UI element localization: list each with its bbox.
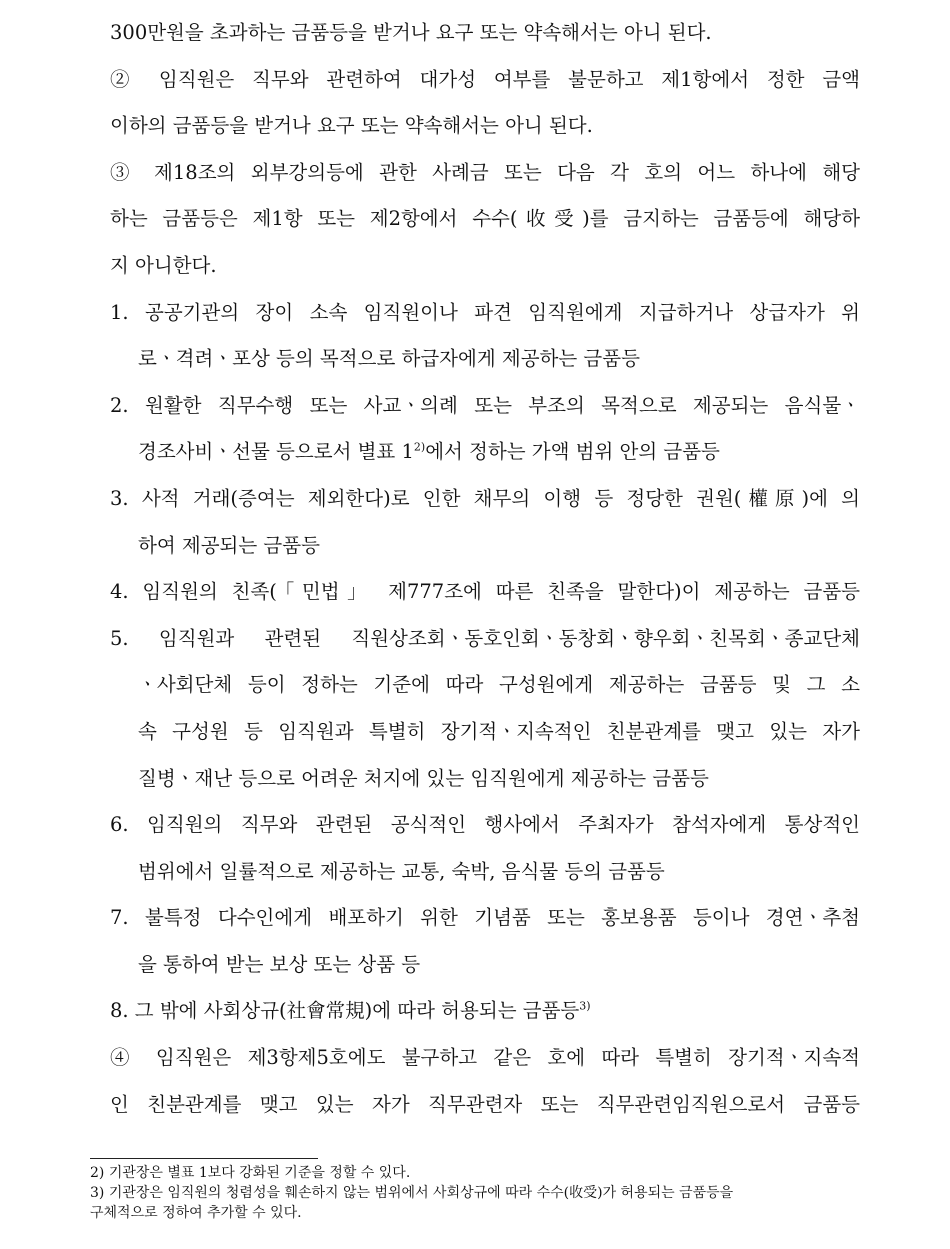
body-line-text: 로ㆍ격려ㆍ포상 등의 목적으로 하급자에게 제공하는 금품등 [138,347,640,371]
body-line-text: 8. 그 밖에 사회상규(社會常規)에 따라 허용되는 금품등 [110,999,580,1023]
body-line-text: 3. 사적 거래(증여는 제외한다)로 인한 채무의 이행 등 정당한 권원(權原)에 의 [110,486,860,510]
body-line [110,988,860,1035]
footnote-2: 2) 기관장은 별표 1보다 강화된 기준을 정할 수 있다. [90,1165,411,1181]
body-line [110,523,860,570]
body-line-text: ③ 제18조의 외부강의등에 관한 사례금 또는 다음 각 호의 어느 하나에 해당 [110,160,860,184]
body-line [110,383,860,430]
body-line [110,290,860,337]
body-line [110,1035,860,1082]
footnote-ref: 3) [579,999,591,1013]
body-line-text: 4. 임직원의 친족(「민법」 제777조에 따른 친족을 말한다)이 제공하는 금품등 [110,580,860,604]
body-line-text: 지 아니한다. [110,253,217,277]
body-line-text: 6. 임직원의 직무와 관련된 공식적인 행사에서 주최자가 참석자에게 통상적인 [110,813,860,837]
body-line-text: 5. 임직원과 관련된 직원상조회ㆍ동호인회ㆍ동창회ㆍ향우회ㆍ친목회ㆍ종교단체 [110,626,860,650]
body-line-text: 을 통하여 받는 보상 또는 상품 등 [138,952,421,976]
body-line [110,802,860,849]
body-line [110,243,860,290]
body-line-text: 300만원을 초과하는 금품등을 받거나 요구 또는 약속해서는 아니 된다. [110,21,712,44]
body-line-text: 이하의 금품등을 받거나 요구 또는 약속해서는 아니 된다. [110,114,593,138]
body-line [110,569,860,616]
body-line-text: ④ 임직원은 제3항제5호에도 불구하고 같은 호에 따라 특별히 장기적ㆍ지속적 [110,1046,860,1070]
body-line [110,849,860,896]
body-line [110,476,860,523]
body-line [110,10,860,57]
body-line [110,616,860,663]
body-line [110,895,860,942]
body-line [110,336,860,383]
body-line [110,662,860,709]
footnote-separator [90,1158,318,1159]
body-line-text-after: 에서 정하는 가액 범위 안의 금품등 [425,440,720,464]
body-line [110,57,860,104]
body-line [110,709,860,756]
body-line [110,756,860,803]
body-line [110,429,860,476]
footnote-ref: 2) [413,440,426,454]
body-line-text: 경조사비ㆍ선물 등으로서 별표 1 [138,440,414,464]
body-line-text: 질병ㆍ재난 등으로 어려운 처지에 있는 임직원에게 제공하는 금품등 [138,766,709,790]
body-line [110,103,860,150]
body-line-text: ㆍ사회단체 등이 정하는 기준에 따라 구성원에게 제공하는 금품등 및 그 소 [138,673,860,697]
body-line-text: 7. 불특정 다수인에게 배포하기 위한 기념품 또는 홍보용품 등이나 경연ㆍ추첨 [110,906,860,930]
body-line-text: 하는 금품등은 제1항 또는 제2항에서 수수(收受)를 금지하는 금품등에 해당하 [110,207,860,231]
body-line [110,942,860,989]
body-line-text: 2. 원활한 직무수행 또는 사교ㆍ의례 또는 부조의 목적으로 제공되는 음식물ㆍ [110,393,860,417]
body-line-text: 범위에서 일률적으로 제공하는 교통, 숙박, 음식물 등의 금품등 [138,859,665,883]
body-line [110,1082,860,1129]
body-line-text: 인 친분관계를 맺고 있는 자가 직무관련자 또는 직무관련임직원으로서 금품등 [110,1092,860,1116]
document-body [110,10,860,1128]
body-line-text: 하여 제공되는 금품등 [138,533,320,557]
footnote-3-line-1: 3) 기관장은 임직원의 청렴성을 훼손하지 않는 범위에서 사회상규에 따라 수수(收受)가 허용되는 금품등을 [90,1185,734,1201]
body-line [110,150,860,197]
footnote-3-line-2: 구체적으로 정하여 추가할 수 있다. [90,1205,302,1221]
body-line-text: ② 임직원은 직무와 관련하여 대가성 여부를 불문하고 제1항에서 정한 금액 [110,67,860,91]
body-line [110,196,860,243]
body-line-text: 속 구성원 등 임직원과 특별히 장기적ㆍ지속적인 친분관계를 맺고 있는 자가 [138,719,860,743]
body-line-text: 1. 공공기관의 장이 소속 임직원이나 파견 임직원에게 지급하거나 상급자가 위 [110,300,860,324]
